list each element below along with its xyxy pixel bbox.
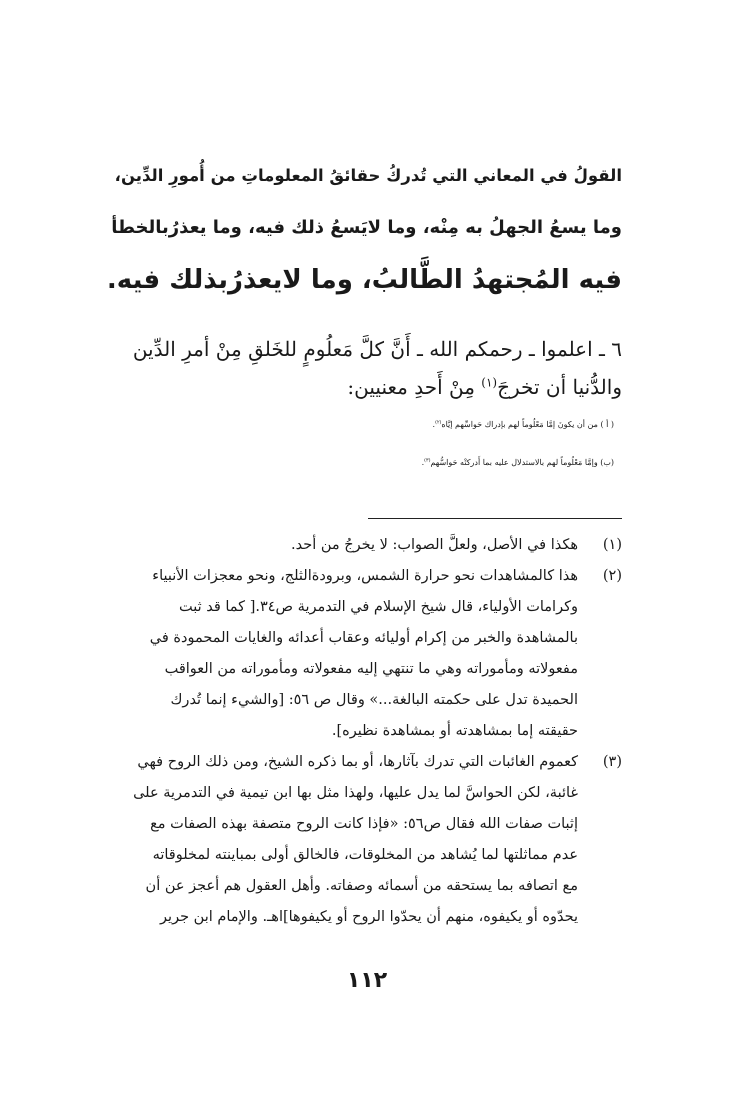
footnote-number: (٢) — [602, 568, 622, 584]
heading-line: القولُ في المعاني التي تُدركُ حقائقُ المعلوماتِ من أُمورِ الدِّين، — [114, 166, 622, 185]
footnote-line: بالمشاهدة والخبر من إكرام أوليائه وعقاب أعدائه والغايات المحمودة في — [149, 630, 578, 646]
heading-line: فيه المُجتهدُ الطَّالبُ، وما لايعذرُبذلك فيه. — [106, 265, 622, 295]
footnote-line: وكرامات الأولياء، قال شيخ الإسلام في التدمرية ص٣٤.[ كما قد ثبت — [178, 599, 578, 615]
footnote-line: مفعولاته ومأموراته وهي ما تنتهي إليه مفعولاته ومأموراته من العواقب — [164, 661, 578, 677]
footnote-line: غائبة، لكن الحواسَّ لما يدل عليها، ولهذا مثل بها ابن تيمية في التدمرية على — [133, 785, 578, 801]
footnote-line: عدم مماثلتها لما يُشاهد من المخلوقات، فالخالق أولى بمباينته لمخلوقاته — [152, 847, 578, 863]
paragraph-line: ٦ ـ اعلموا ـ رحمكم الله ـ أَنَّ كلَّ مَعلُومٍ للخَلقِ مِنْ أمرِ الدِّين — [132, 337, 622, 361]
footnote-line: هكذا في الأصل، ولعلَّ الصواب: لا يخرجُ من أحد. — [291, 537, 578, 553]
footnote-divider — [368, 518, 622, 519]
footnote-number: (١) — [602, 537, 622, 553]
footnote-2 — [100, 561, 622, 747]
footnote-3 — [100, 747, 622, 933]
footnote-number: (٣) — [602, 754, 622, 770]
footnote-line: حقيقته إما بمشاهدته أو بمشاهدة نظيره]. — [331, 723, 578, 739]
paragraph-line — [102, 368, 622, 406]
footnote-line: إثبات صفات الله فقال ص٥٦: «فإذا كانت الروح متصفة بهذه الصفات مع — [150, 816, 578, 832]
footnote-line: هذا كالمشاهدات نحو حرارة الشمس، وبرودةالثلج، ونحو معجزات الأنبياء — [152, 568, 578, 584]
footnote-line: يحدّوه أو يكيفوه، منهم أن يحدّوا الروح أو يكيفوها]اهـ. والإمام ابن جرير — [160, 909, 578, 925]
page-number: ١١٢ — [346, 968, 388, 993]
paragraph-text: والدُّنيا أن تخرجَ — [497, 375, 622, 399]
list-item-text: . — [432, 420, 436, 429]
footnote-line: الحميدة تدل على حكمته البالغة...» وقال ص ٥٦: [والشيء إنما تُدرك — [170, 692, 578, 708]
footnote-ref: (٢) — [435, 420, 442, 426]
footnote-ref: (٣) — [424, 458, 431, 464]
list-item-text: . — [421, 458, 425, 467]
list-item-text: (ب) وإمَّا مَعْلُوماً لهم بالاستدلال عليه بما أَدركتْه حَواسُّهم — [430, 458, 614, 467]
footnote-line: مع اتصافه بما يستحقه من أسمائه وصفاته. وأهل العقول هم أعجز عن أن — [145, 878, 578, 894]
list-item-a — [102, 406, 622, 444]
footnotes — [100, 530, 622, 933]
footnote-ref: (١) — [481, 375, 498, 390]
footnote-line: كعموم الغائبات التي تدرك بآثارها، أو بما ذكره الشيخ، ومن ذلك الروح فهي — [137, 754, 578, 770]
footnote-1 — [100, 530, 622, 561]
list-item-text: ( أ ) من أن يكونَ إمَّا مَعْلُوماً لهم بإدراك حَواسِّهم إيَّاه — [441, 420, 614, 429]
heading-line: وما يسعُ الجهلُ به مِنْه، وما لايَسعُ ذلك فيه، وما يعذرُبالخطأ — [111, 217, 622, 238]
section-heading — [102, 150, 622, 306]
paragraph-text: مِنْ أَحدِ معنيين: — [347, 375, 482, 399]
main-paragraph — [102, 330, 622, 482]
list-item-b — [102, 444, 622, 482]
